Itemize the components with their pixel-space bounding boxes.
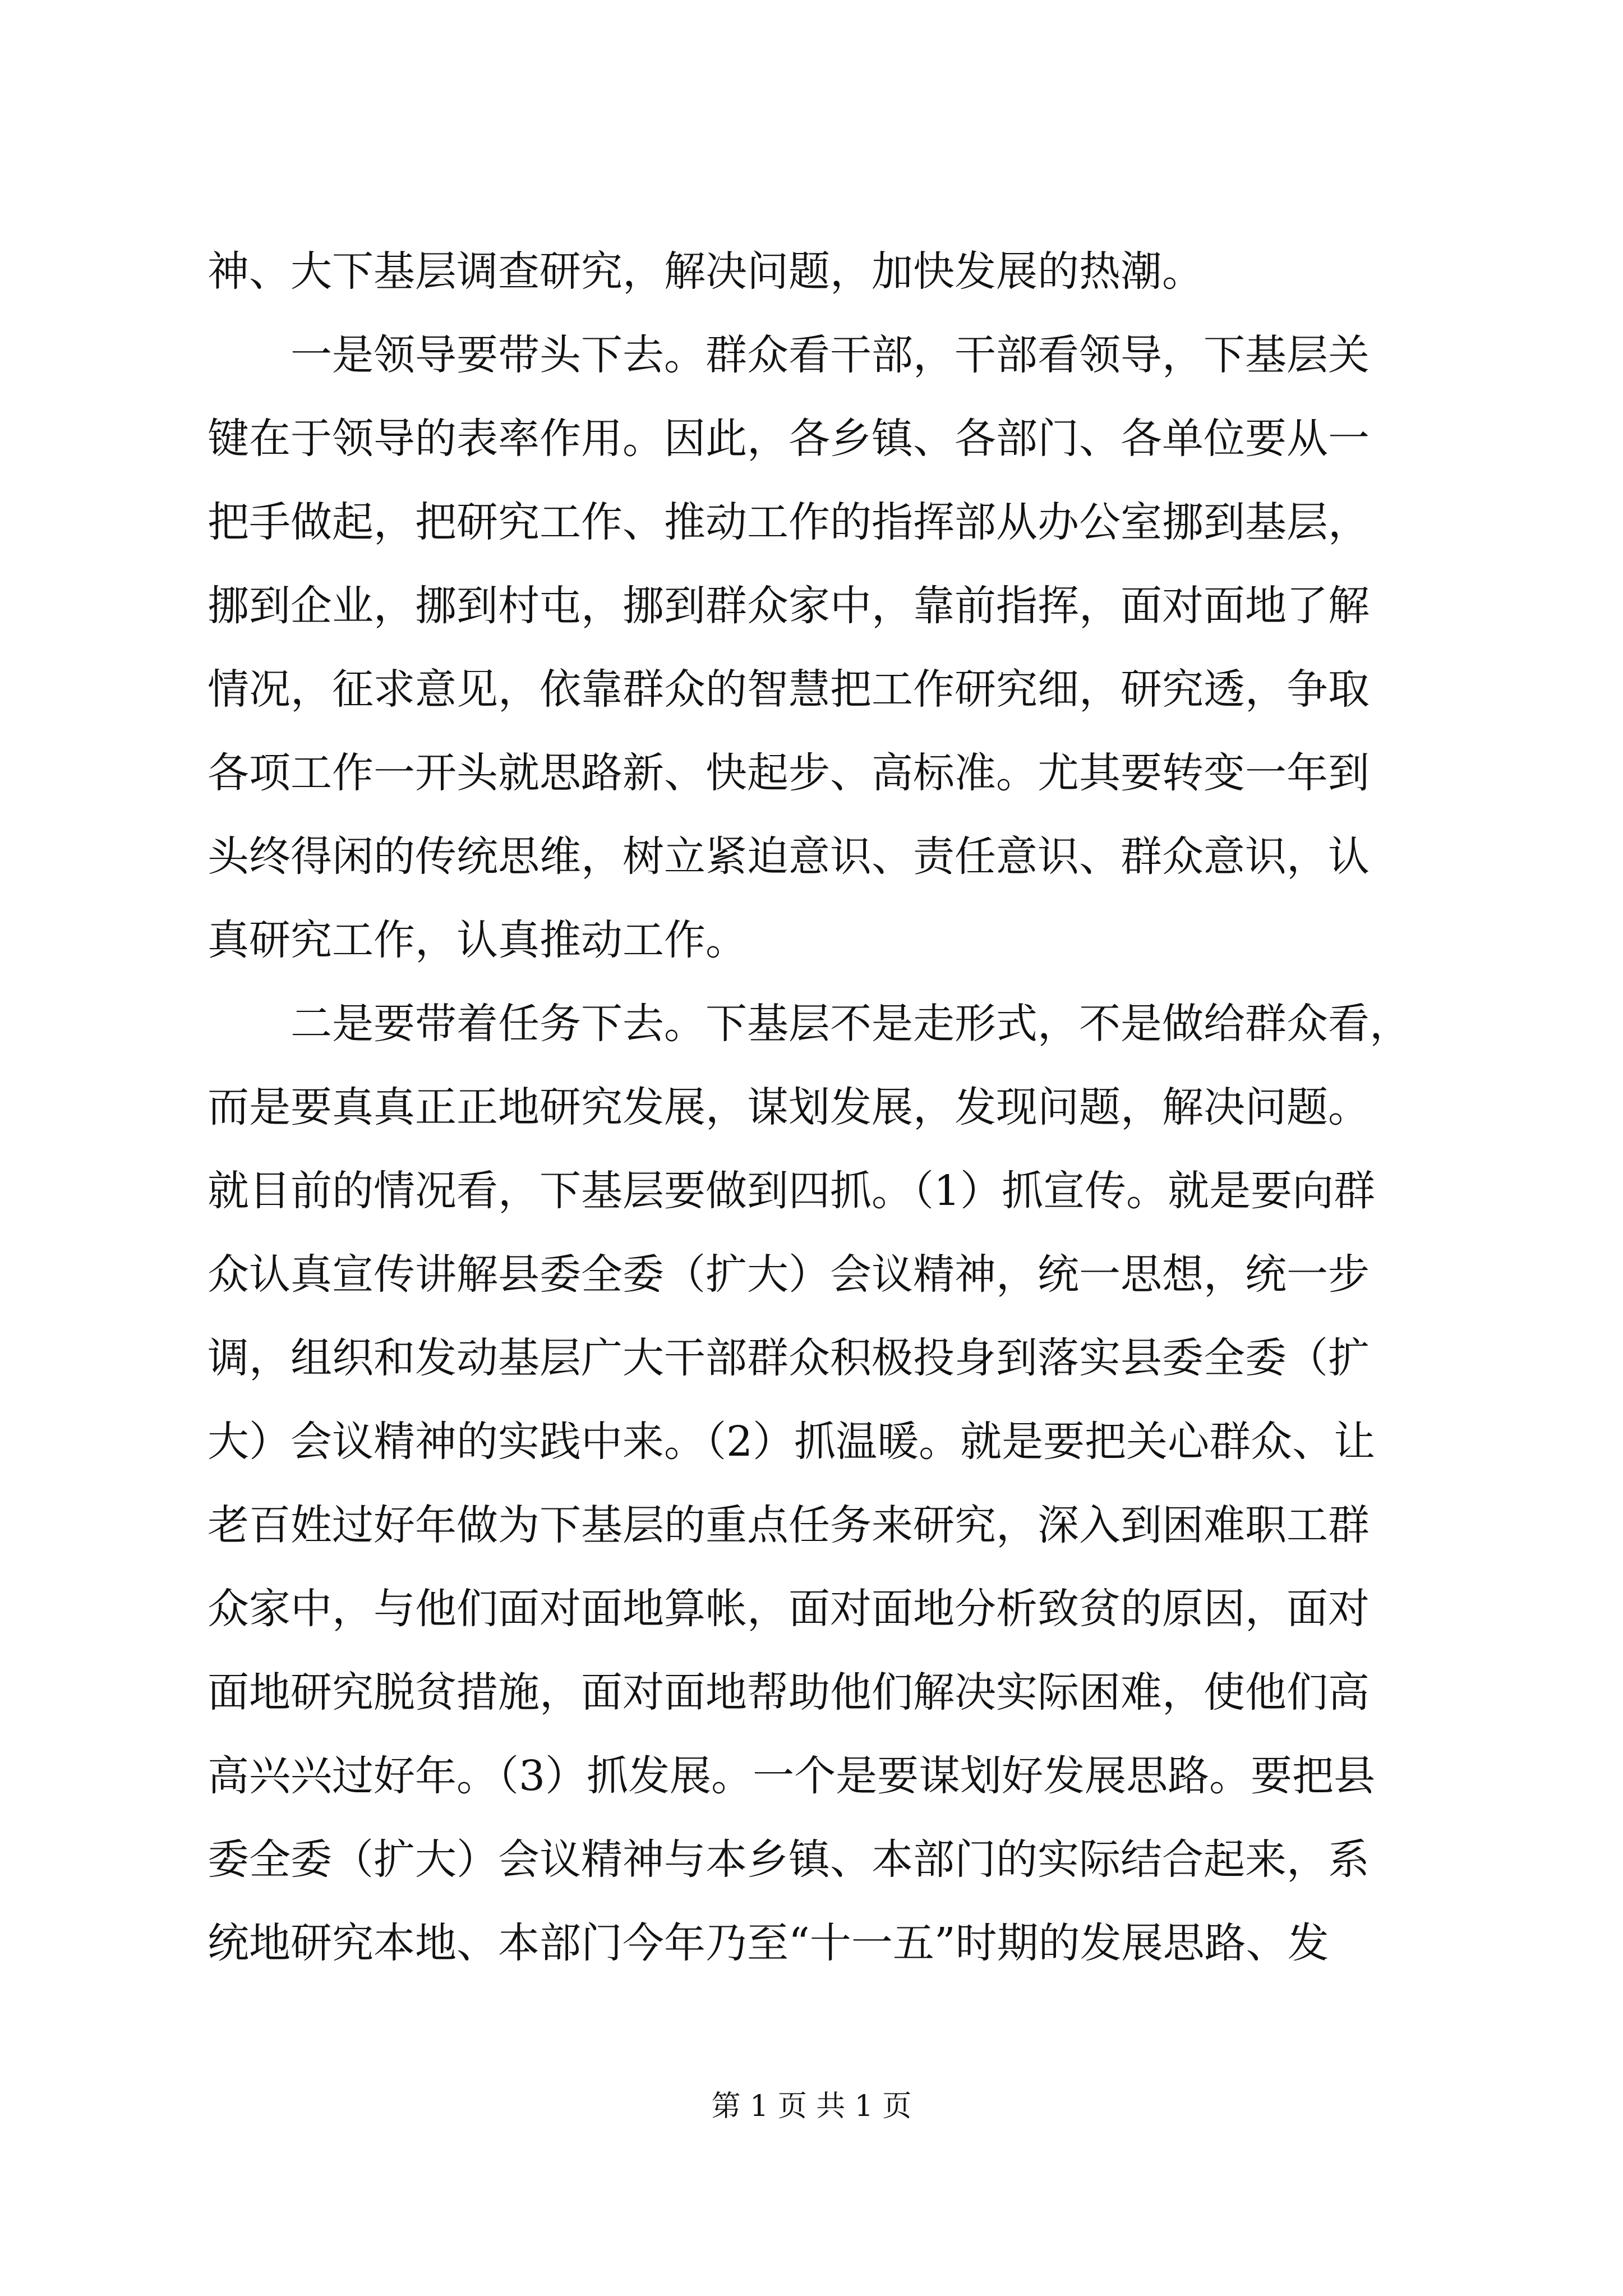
text-line: 挪到企业，挪到村屯，挪到群众家中，靠前指挥，面对面地了解 [208,582,1370,630]
text-line: 情况，征求意见，依靠群众的智慧把工作研究细，研究透，争取 [208,665,1370,714]
text-line: 委全委（扩大）会议精神与本乡镇、本部门的实际结合起来，系 [208,1835,1370,1884]
text-line: 各项工作一开头就思路新、快起步、高标准。尤其要转变一年到 [208,749,1370,797]
text-line: 二是要带着任务下去。下基层不是走形式，不是做给群众看， [291,1000,1411,1048]
text-line: 大）会议精神的实践中来。（2）抓温暖。就是要把关心群众、让 [208,1418,1376,1466]
text-line: 高兴兴过好年。（3）抓发展。一个是要谋划好发展思路。要把县 [208,1752,1376,1800]
text-line: 老百姓过好年做为下基层的重点任务来研究，深入到困难职工群 [208,1501,1370,1549]
document-body [208,230,1441,1985]
text-line: 键在于领导的表率作用。因此，各乡镇、各部门、各单位要从一 [208,415,1370,463]
text-line: 众家中，与他们面对面地算帐，面对面地分析致贫的原因，面对 [208,1585,1370,1633]
text-line: 统地研究本地、本部门今年乃至“十一五”时期的发展思路、发 [208,1919,1329,1967]
page-footer [0,2087,1623,2126]
text-line: 面地研究脱贫措施，面对面地帮助他们解决实际困难，使他们高 [208,1668,1370,1717]
page-number-label: 第 1 页 共 1 页 [711,2090,912,2123]
text-line: 调，组织和发动基层广大干部群众积极投身到落实县委全委（扩 [208,1334,1370,1382]
text-line: 把手做起，把研究工作、推动工作的指挥部从办公室挪到基层， [208,498,1370,546]
text-line: 一是领导要带头下去。群众看干部，干部看领导，下基层关 [291,331,1370,379]
text-line: 真研究工作，认真推动工作。 [208,916,747,964]
text-line: 众认真宣传讲解县委全委（扩大）会议精神，统一思想，统一步 [208,1250,1370,1299]
text-line: 而是要真真正正地研究发展，谋划发展，发现问题，解决问题。 [208,1083,1370,1131]
text-line: 就目前的情况看，下基层要做到四抓。（1）抓宣传。就是要向群 [208,1167,1376,1215]
text-line: 头终得闲的传统思维，树立紧迫意识、责任意识、群众意识，认 [208,832,1370,881]
text-line: 神、大下基层调查研究，解决问题，加快发展的热潮。 [208,247,1204,296]
